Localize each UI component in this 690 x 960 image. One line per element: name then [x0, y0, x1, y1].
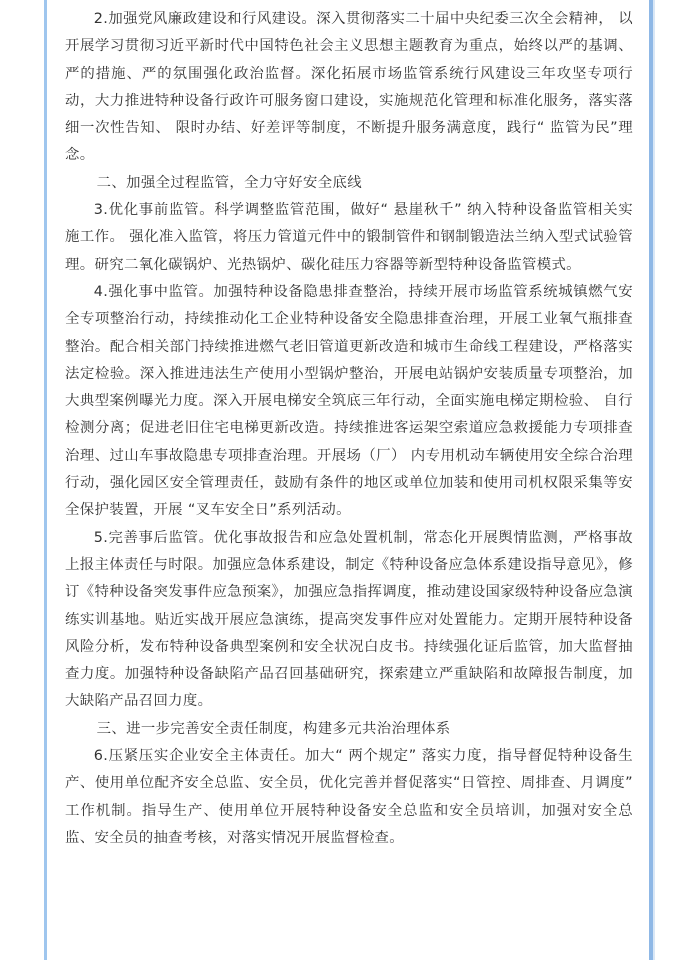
paragraph-in-event-supervision: 4.强化事中监管。加强特种设备隐患排查整治，持续开展市场监管系统城镇燃气安全专项整治行动，持续推动化工企业特种设备安全隐患排查治理，开展工业氧气瓶排查整治。配合相关部门持续推进燃气老旧管道更新改造和城市生命线工程建设，严格落实法定检验。深入推进违法生产使用小型锅炉整治，开展电站锅炉安装质量专项整治，加大典型案例曝光力度。深入开展电梯安全筑底三年行动，全面实施电梯定期检验、 自行检测分离；促进老旧住宅电梯更新改造。持续推进客运架空索道应急救援能力专项排查治理、过山车事故隐患专项排查治理。开展场（厂） 内专用机动车辆使用安全综合治理行动，强化园区安全管理责任，鼓励有条件的地区或单位加装和使用司机权限采集等安全保护装置，开展 “叉车安全日”系列活动。: [65, 283, 633, 519]
right-border-shade: [653, 0, 655, 960]
section-heading-full-process-supervision: 二、加强全过程监管，全力守好安全底线: [96, 174, 363, 191]
paragraph-style-building: 2.加强党风廉政建设和行风建设。深入贯彻落实二十届中央纪委三次全会精神， 以开展学习贯彻习近平新时代中国特色社会主义思想主题教育为重点，始终以严的基调、严的措施、严的氛围强化政治监督。深化拓展市场监管系统行风建设三年攻坚专项行动，大力推进特种设备行政许可服务窗口建设，实施规范化管理和标准化服务，落实落细一次性告知、 限时办结、好差评等制度，不断提升服务满意度，践行“ 监管为民”理念。: [65, 11, 633, 164]
paragraph-post-event-supervision: 5.完善事后监管。优化事故报告和应急处置机制，常态化开展舆情监测，严格事故上报主体责任与时限。加强应急体系建设，制定《特种设备应急体系建设指导意见》，修订《特种设备突发事件应急预案》，加强应急指挥调度，推动建设国家级特种设备应急演练实训基地。贴近实战开展应急演练，提高突发事件应对处置能力。定期开展特种设备风险分析，发布特种设备典型案例和安全状况白皮书。持续强化证后监管，加大监督抽查力度。加强特种设备缺陷产品召回基础研究，探索建立严重缺陷和故障报告制度，加大缺陷产品召回力度。: [65, 529, 633, 710]
paragraph-pre-event-supervision: 3.优化事前监管。科学调整监管范围，做好“ 悬崖秋千” 纳入特种设备监管相关实施工作。 强化准入监管，将压力管道元件中的锻制管件和钢制锻造法兰纳入型式试验管理。研究二氧化碳锅炉、光热锅炉、碳化硅压力容器等新型特种设备监管模式。: [65, 202, 633, 273]
paragraph-enterprise-responsibility: 6.压紧压实企业安全主体责任。加大“ 两个规定” 落实力度，指导督促特种设备生产、使用单位配齐安全总监、安全员，优化完善并督促落实“日管控、周排查、月调度” 工作机制。指导生产、使用单位开展特种设备安全总监和安全员培训，加强对安全总监、安全员的抽查考核，对落实情况开展监督检查。: [65, 748, 633, 846]
article-body: [65, 0, 633, 852]
section-heading-safety-responsibility: 三、进一步完善安全责任制度，构建多元共治治理体系: [96, 720, 451, 737]
left-border-line: [44, 0, 47, 960]
